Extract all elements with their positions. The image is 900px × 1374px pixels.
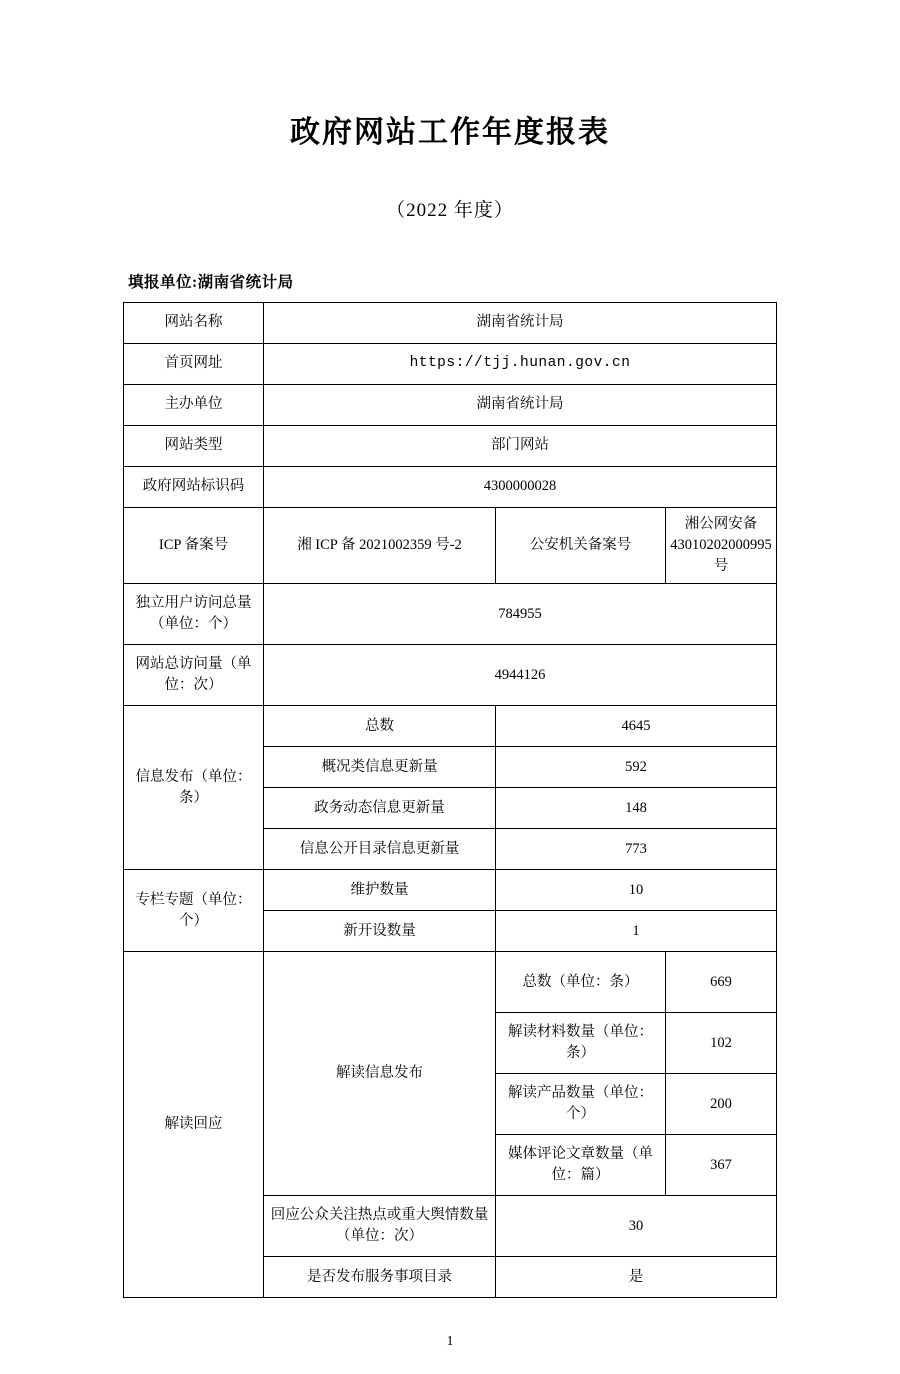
interpretation-item-value: 102 [666, 1013, 777, 1074]
police-record-label: 公安机关备案号 [496, 508, 666, 584]
site-name-value: 湖南省统计局 [264, 303, 777, 344]
table-row [124, 706, 777, 747]
column-topic-item-value: 1 [496, 911, 777, 952]
homepage-label: 首页网址 [124, 344, 264, 385]
interpretation-item-value: 200 [666, 1074, 777, 1135]
table-row [124, 303, 777, 344]
icp-value: 湘 ICP 备 2021002359 号-2 [264, 508, 496, 584]
table-row [124, 952, 777, 1013]
site-type-label: 网站类型 [124, 426, 264, 467]
table-row [124, 467, 777, 508]
info-publish-item-name: 总数 [264, 706, 496, 747]
service-catalog-value: 是 [496, 1257, 777, 1298]
reporting-unit-label: 填报单位:湖南省统计局 [128, 274, 294, 291]
site-code-value: 4300000028 [264, 467, 777, 508]
interpretation-label: 解读回应 [124, 952, 264, 1298]
interpretation-item-value: 669 [666, 952, 777, 1013]
table-row [124, 344, 777, 385]
info-publish-item-name: 政务动态信息更新量 [264, 788, 496, 829]
page-title: 政府网站工作年度报表 [290, 115, 610, 150]
table-row [124, 584, 777, 645]
interpretation-item-name: 媒体评论文章数量（单位：篇） [496, 1135, 666, 1196]
page-subtitle: （2022 年度） [386, 200, 514, 221]
column-topic-item-name: 新开设数量 [264, 911, 496, 952]
interpretation-item-name: 解读材料数量（单位：条） [496, 1013, 666, 1074]
table-row [124, 645, 777, 706]
info-publish-item-name: 信息公开目录信息更新量 [264, 829, 496, 870]
info-publish-label: 信息发布（单位：条） [124, 706, 264, 870]
table-row [124, 385, 777, 426]
page-number: 1 [446, 1334, 454, 1350]
police-record-value: 湘公网安备 43010202000995 号 [666, 508, 777, 584]
interpretation-item-name: 解读产品数量（单位：个） [496, 1074, 666, 1135]
hotspot-response-value: 30 [496, 1196, 777, 1257]
site-code-label: 政府网站标识码 [124, 467, 264, 508]
total-visits-label: 网站总访问量（单位：次） [124, 645, 264, 706]
column-topic-item-name: 维护数量 [264, 870, 496, 911]
info-publish-item-value: 4645 [496, 706, 777, 747]
total-visits-value: 4944126 [264, 645, 777, 706]
unique-visitors-value: 784955 [264, 584, 777, 645]
interpretation-publish-label: 解读信息发布 [264, 952, 496, 1196]
column-topic-label: 专栏专题（单位：个） [124, 870, 264, 952]
service-catalog-label: 是否发布服务事项目录 [264, 1257, 496, 1298]
homepage-value: https://tjj.hunan.gov.cn [264, 344, 777, 385]
host-unit-label: 主办单位 [124, 385, 264, 426]
column-topic-item-value: 10 [496, 870, 777, 911]
table-row [124, 870, 777, 911]
info-publish-item-value: 148 [496, 788, 777, 829]
interpretation-item-value: 367 [666, 1135, 777, 1196]
annual-report-table [123, 302, 777, 1298]
unique-visitors-label: 独立用户访问总量（单位：个） [124, 584, 264, 645]
info-publish-item-name: 概况类信息更新量 [264, 747, 496, 788]
hotspot-response-label: 回应公众关注热点或重大舆情数量（单位：次） [264, 1196, 496, 1257]
host-unit-value: 湖南省统计局 [264, 385, 777, 426]
table-row [124, 508, 777, 584]
table-row [124, 426, 777, 467]
site-name-label: 网站名称 [124, 303, 264, 344]
interpretation-item-name: 总数（单位：条） [496, 952, 666, 1013]
site-type-value: 部门网站 [264, 426, 777, 467]
info-publish-item-value: 773 [496, 829, 777, 870]
icp-label: ICP 备案号 [124, 508, 264, 584]
info-publish-item-value: 592 [496, 747, 777, 788]
